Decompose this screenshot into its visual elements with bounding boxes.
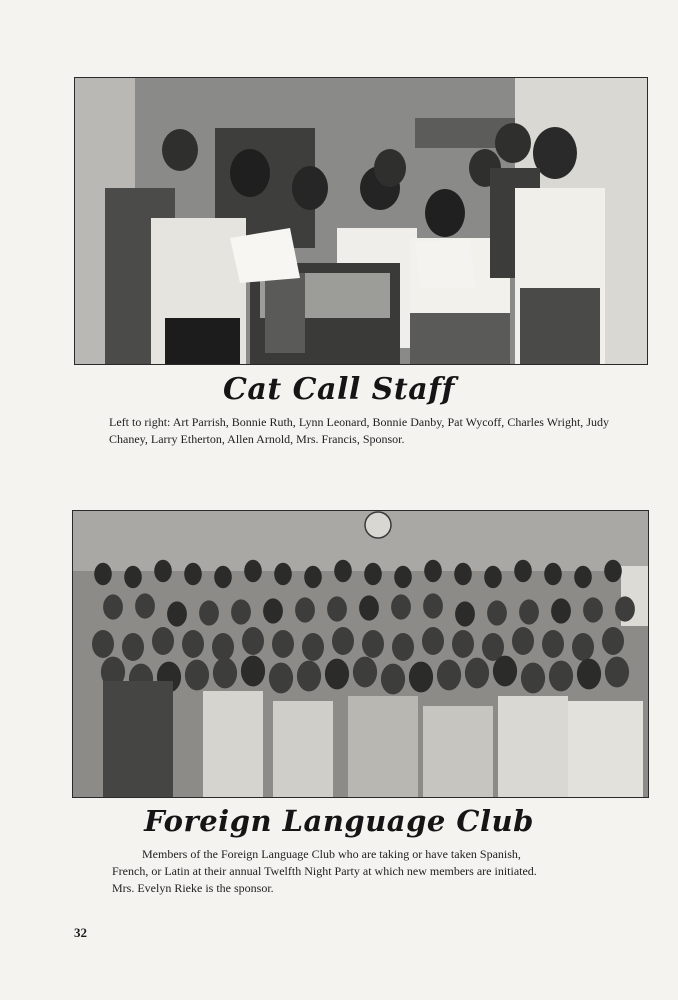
- crowd-head: [304, 566, 322, 588]
- crowd-head: [231, 599, 251, 624]
- crowd-head: [602, 627, 624, 655]
- crowd-head: [241, 656, 265, 687]
- caption-line: [112, 846, 612, 863]
- section-title-foreign-language-club: Foreign Language Club: [144, 804, 534, 838]
- crowd-head: [512, 627, 534, 655]
- crowd-head: [551, 598, 571, 623]
- crowd-head: [302, 633, 324, 661]
- crowd-head: [92, 630, 114, 658]
- crowd-head: [167, 601, 187, 626]
- crowd-head: [514, 560, 532, 582]
- foreign-language-club-photo: [72, 510, 649, 798]
- crowd-head: [152, 627, 174, 655]
- crowd-head: [269, 663, 293, 694]
- crowd-head: [185, 660, 209, 691]
- crowd-head: [391, 594, 411, 619]
- crowd-head: [244, 560, 262, 582]
- crowd-head: [94, 563, 112, 585]
- crowd-head: [423, 593, 443, 618]
- crowd-head: [452, 630, 474, 658]
- crowd-head: [572, 633, 594, 661]
- crowd-head: [362, 630, 384, 658]
- caption-line: [112, 863, 612, 880]
- crowd-head: [392, 633, 414, 661]
- crowd-head: [199, 600, 219, 625]
- crowd-head: [583, 597, 603, 622]
- crowd-head: [424, 560, 442, 582]
- crowd-head: [381, 664, 405, 695]
- crowd-head: [122, 633, 144, 661]
- section-title-cat-call-staff: Cat Call Staff: [223, 372, 455, 407]
- crowd-head: [334, 560, 352, 582]
- crowd-head: [519, 599, 539, 624]
- crowd-head: [272, 630, 294, 658]
- crowd-head: [487, 600, 507, 625]
- crowd-head: [409, 662, 433, 693]
- crowd-head: [422, 627, 444, 655]
- crowd-head: [332, 627, 354, 655]
- cat-call-staff-photo: [74, 77, 648, 365]
- crowd-head: [364, 563, 382, 585]
- crowd-head: [353, 657, 377, 688]
- crowd-head: [615, 596, 635, 621]
- crowd-head: [574, 566, 592, 588]
- crowd-head: [605, 657, 629, 688]
- crowd-head: [213, 658, 237, 689]
- crowd-head: [521, 663, 545, 694]
- crowd-head: [242, 627, 264, 655]
- crowd-head: [437, 660, 461, 691]
- crowd-head: [214, 566, 232, 588]
- caption-line: [112, 880, 612, 897]
- crowd-head: [327, 596, 347, 621]
- crowd-head: [484, 566, 502, 588]
- crowd-head: [103, 594, 123, 619]
- crowd-head: [493, 656, 517, 687]
- crowd-head: [549, 661, 573, 692]
- page-number: 32: [74, 925, 87, 940]
- crowd-head: [542, 630, 564, 658]
- crowd-head: [263, 598, 283, 623]
- crowd-head: [124, 566, 142, 588]
- crowd-head: [544, 563, 562, 585]
- caption-line-text: Mrs. Evelyn Rieke is the sponsor.: [112, 881, 274, 895]
- crowd-head: [465, 658, 489, 689]
- foreign-language-club-caption: [112, 846, 612, 897]
- crowd-head: [454, 563, 472, 585]
- crowd-head: [274, 563, 292, 585]
- crowd-head: [295, 597, 315, 622]
- caption-line-text: Members of the Foreign Language Club who are taking or have taken Spanish,: [142, 847, 521, 861]
- crowd-head: [604, 560, 622, 582]
- crowd-head: [455, 601, 475, 626]
- crowd-head: [359, 595, 379, 620]
- crowd-head: [394, 566, 412, 588]
- crowd-head: [135, 593, 155, 618]
- crowd-head: [182, 630, 204, 658]
- crowd-head: [297, 661, 321, 692]
- caption-line-text: French, or Latin at their annual Twelfth Night Party at which new members are initiated.: [112, 864, 537, 878]
- crowd-head: [577, 659, 601, 690]
- crowd-head: [154, 560, 172, 582]
- crowd-head: [325, 659, 349, 690]
- crowd-head: [184, 563, 202, 585]
- crowd-head: [212, 633, 234, 661]
- cat-call-staff-caption: Left to right: Art Parrish, Bonnie Ruth, Lynn Leonard, Bonnie Danby, Pat Wycoff, Charles Wright, Judy Chaney, Larry Etherton, Allen Arnold, Mrs. Francis, Sponsor.: [109, 415, 609, 446]
